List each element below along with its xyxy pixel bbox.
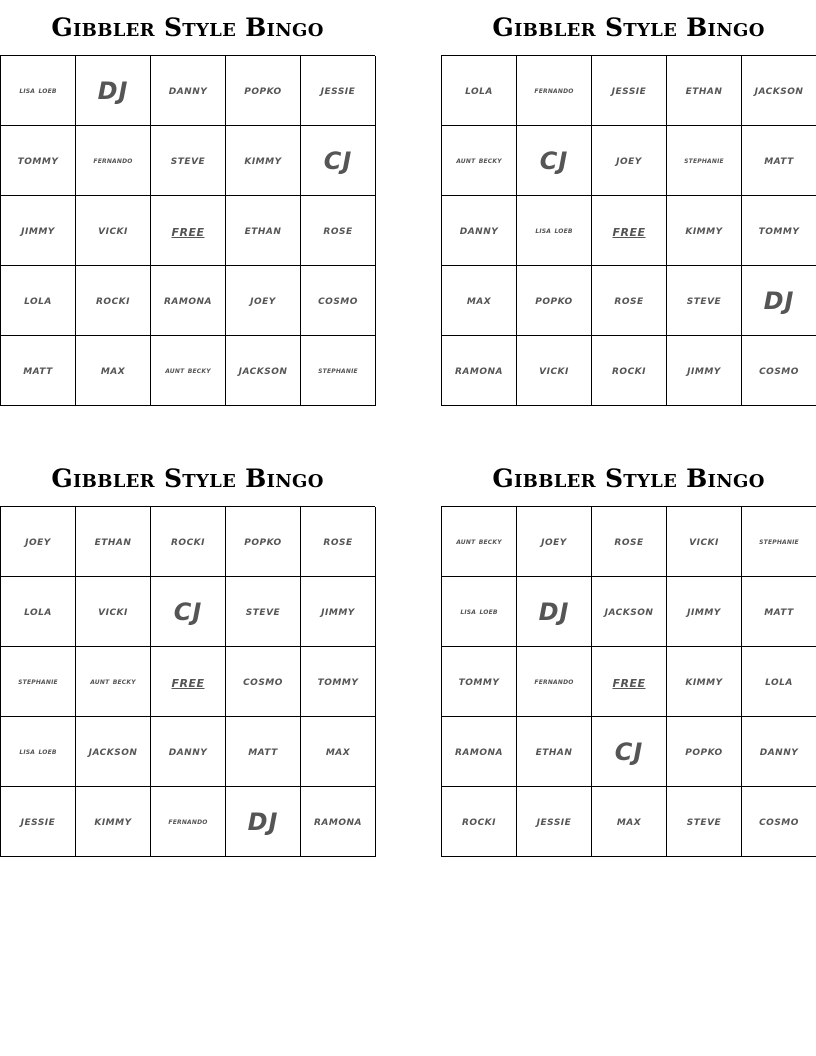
bingo-cell: rose: [592, 507, 667, 577]
free-space: free: [151, 647, 226, 717]
bingo-cell: danny: [151, 56, 226, 126]
bingo-cell: jessie: [301, 56, 376, 126]
bingo-cell: rose: [301, 507, 376, 577]
bingo-cell: rocki: [76, 266, 151, 336]
bingo-cell: fernando: [517, 56, 592, 126]
bingo-cell: popko: [226, 56, 301, 126]
bingo-cell: stephanie: [1, 647, 76, 717]
bingo-cell: kimmy: [226, 126, 301, 196]
bingo-cell: danny: [742, 717, 816, 787]
bingo-cell: jimmy: [1, 196, 76, 266]
bingo-cell: lisa loeb: [442, 577, 517, 647]
bingo-cell: CJ: [151, 577, 226, 647]
bingo-cell: CJ: [517, 126, 592, 196]
bingo-cell: CJ: [592, 717, 667, 787]
bingo-cell: max: [301, 717, 376, 787]
bingo-cell: DJ: [742, 266, 816, 336]
bingo-cell: stephanie: [742, 507, 816, 577]
bingo-cell: vicki: [76, 196, 151, 266]
bingo-cell: DJ: [226, 787, 301, 857]
bingo-cell: vicki: [667, 507, 742, 577]
bingo-cell: aunt becky: [442, 126, 517, 196]
bingo-cell: tommy: [742, 196, 816, 266]
bingo-cell: tommy: [442, 647, 517, 717]
bingo-cell: popko: [517, 266, 592, 336]
bingo-cell: fernando: [517, 647, 592, 717]
bingo-card-1: [0, 0, 375, 406]
bingo-grid: [441, 55, 816, 406]
bingo-cell: steve: [667, 266, 742, 336]
bingo-cell: lisa loeb: [1, 56, 76, 126]
bingo-cell: aunt becky: [76, 647, 151, 717]
bingo-cell: vicki: [76, 577, 151, 647]
bingo-cell: rocki: [442, 787, 517, 857]
bingo-cell: lisa loeb: [1, 717, 76, 787]
bingo-grid: [0, 506, 375, 857]
bingo-cell: aunt becky: [151, 336, 226, 406]
card-title: Gibbler Style Bingo: [51, 13, 324, 42]
bingo-cell: popko: [226, 507, 301, 577]
bingo-cell: ramona: [442, 717, 517, 787]
bingo-card-4: [441, 451, 816, 857]
bingo-cell: kimmy: [667, 647, 742, 717]
bingo-cell: rocki: [592, 336, 667, 406]
bingo-cell: steve: [151, 126, 226, 196]
bingo-cell: cosmo: [226, 647, 301, 717]
bingo-cell: ramona: [151, 266, 226, 336]
bingo-cell: rocki: [151, 507, 226, 577]
bingo-cell: jessie: [517, 787, 592, 857]
card-title: Gibbler Style Bingo: [51, 464, 324, 493]
bingo-cell: danny: [442, 196, 517, 266]
bingo-cell: matt: [1, 336, 76, 406]
bingo-cell: jimmy: [667, 336, 742, 406]
bingo-grid: [441, 506, 816, 857]
bingo-cell: cosmo: [742, 787, 816, 857]
bingo-cell: jessie: [592, 56, 667, 126]
bingo-cell: rose: [301, 196, 376, 266]
bingo-cell: lola: [1, 266, 76, 336]
bingo-cell: max: [442, 266, 517, 336]
bingo-cell: matt: [742, 577, 816, 647]
bingo-cell: jimmy: [667, 577, 742, 647]
bingo-cell: aunt becky: [442, 507, 517, 577]
bingo-cell: ethan: [517, 717, 592, 787]
bingo-cell: lola: [742, 647, 816, 717]
bingo-cell: DJ: [76, 56, 151, 126]
bingo-cell: max: [76, 336, 151, 406]
bingo-cell: vicki: [517, 336, 592, 406]
bingo-cell: joey: [226, 266, 301, 336]
bingo-cell: jessie: [1, 787, 76, 857]
bingo-cell: DJ: [517, 577, 592, 647]
bingo-cell: CJ: [301, 126, 376, 196]
bingo-cell: jimmy: [301, 577, 376, 647]
bingo-cell: rose: [592, 266, 667, 336]
bingo-cell: ethan: [76, 507, 151, 577]
bingo-cell: kimmy: [667, 196, 742, 266]
bingo-cell: cosmo: [301, 266, 376, 336]
free-space: free: [592, 196, 667, 266]
bingo-cell: lola: [442, 56, 517, 126]
bingo-cell: ethan: [226, 196, 301, 266]
card-title: Gibbler Style Bingo: [492, 13, 765, 42]
bingo-cell: kimmy: [76, 787, 151, 857]
bingo-cell: danny: [151, 717, 226, 787]
bingo-cell: popko: [667, 717, 742, 787]
bingo-cell: jackson: [76, 717, 151, 787]
bingo-cell: ethan: [667, 56, 742, 126]
bingo-cell: tommy: [1, 126, 76, 196]
bingo-cell: cosmo: [742, 336, 816, 406]
card-title: Gibbler Style Bingo: [492, 464, 765, 493]
bingo-cell: joey: [517, 507, 592, 577]
bingo-cell: jackson: [592, 577, 667, 647]
bingo-cell: matt: [742, 126, 816, 196]
bingo-cell: ramona: [301, 787, 376, 857]
bingo-cell: fernando: [76, 126, 151, 196]
free-space: free: [151, 196, 226, 266]
bingo-cell: jackson: [742, 56, 816, 126]
bingo-cell: joey: [592, 126, 667, 196]
bingo-cell: ramona: [442, 336, 517, 406]
bingo-cell: steve: [226, 577, 301, 647]
bingo-card-2: [441, 0, 816, 406]
bingo-cell: matt: [226, 717, 301, 787]
bingo-cell: jackson: [226, 336, 301, 406]
bingo-cell: lisa loeb: [517, 196, 592, 266]
free-space: free: [592, 647, 667, 717]
bingo-cell: lola: [1, 577, 76, 647]
bingo-cell: fernando: [151, 787, 226, 857]
bingo-cell: max: [592, 787, 667, 857]
bingo-cell: stephanie: [301, 336, 376, 406]
bingo-cell: steve: [667, 787, 742, 857]
bingo-card-3: [0, 451, 375, 857]
bingo-cell: stephanie: [667, 126, 742, 196]
bingo-cell: tommy: [301, 647, 376, 717]
bingo-grid: [0, 55, 375, 406]
bingo-cell: joey: [1, 507, 76, 577]
